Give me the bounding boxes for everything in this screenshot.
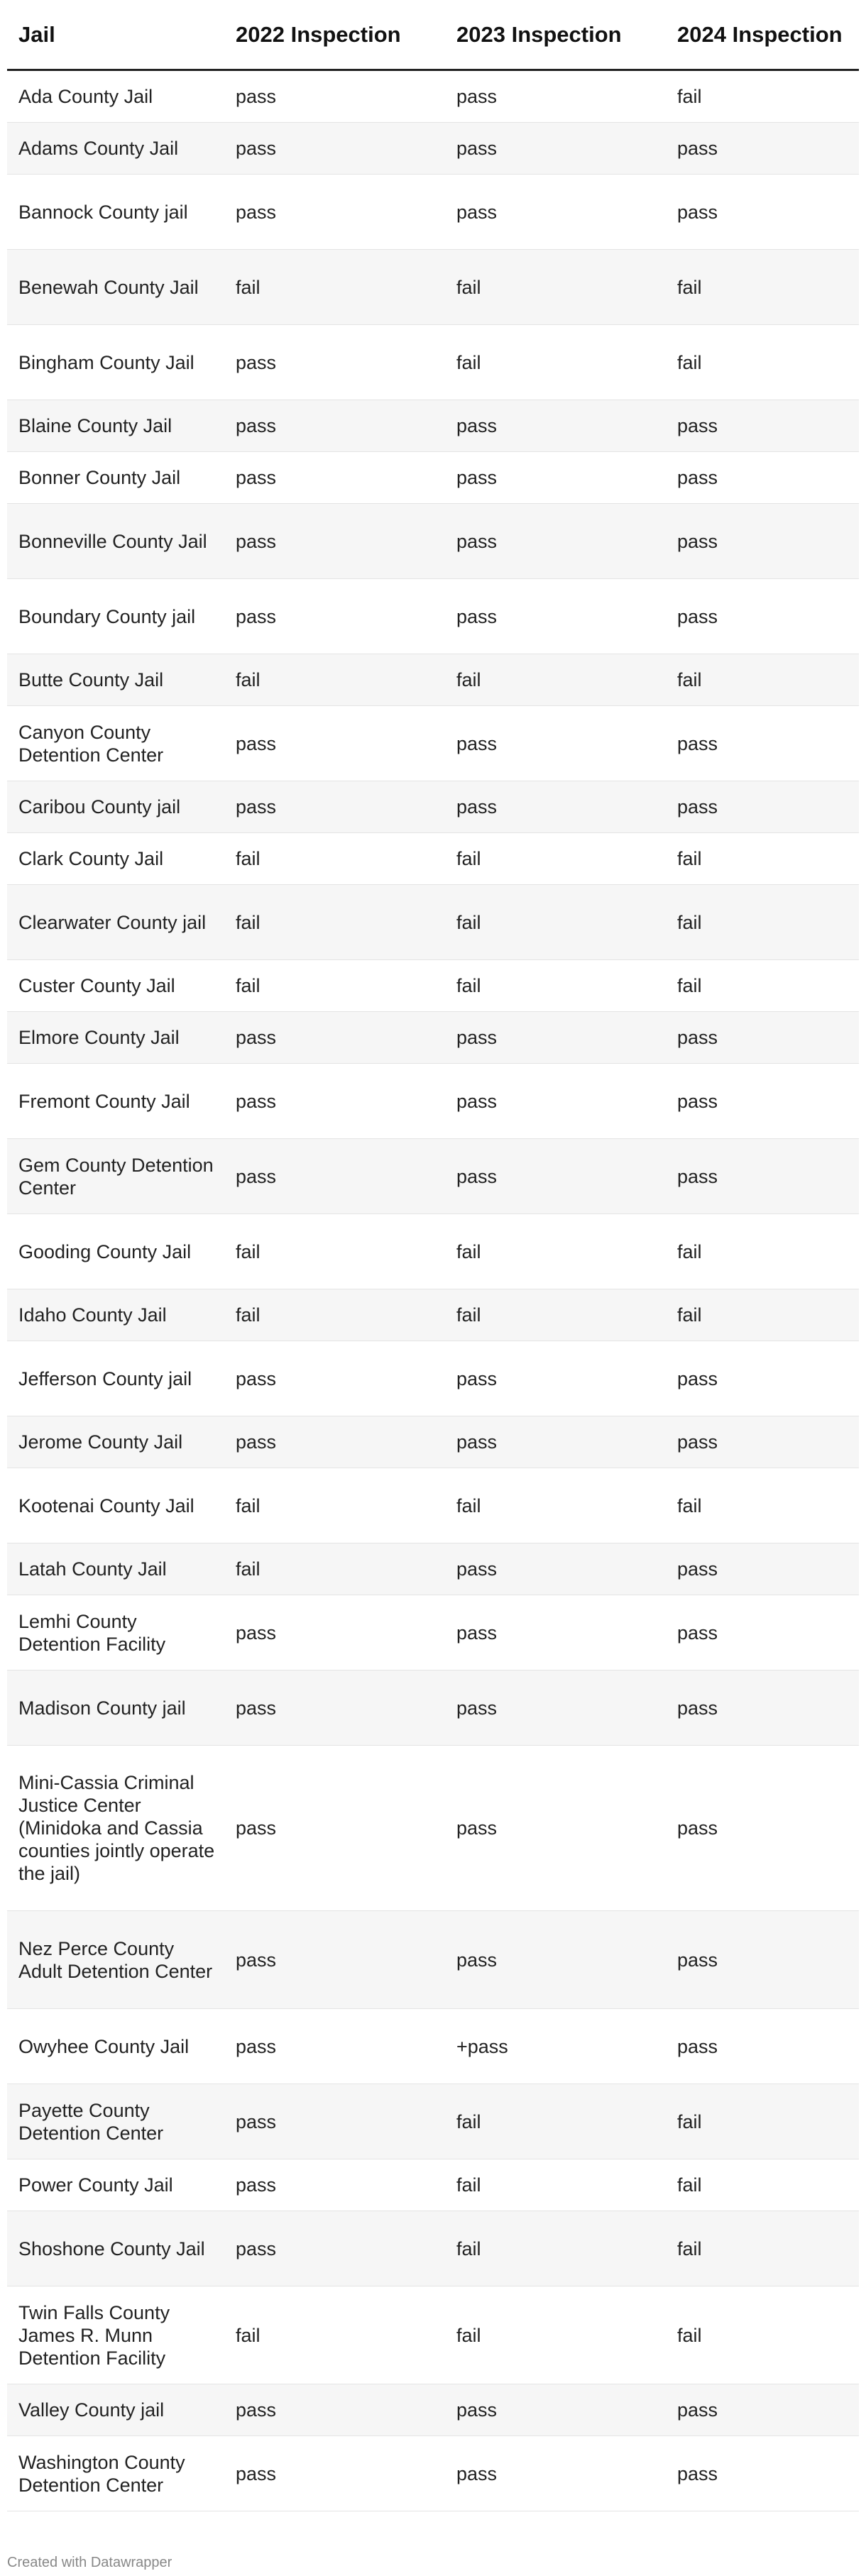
- inspection-2024-cell: pass: [666, 1012, 859, 1064]
- inspection-2023-cell: +pass: [445, 2009, 666, 2084]
- inspection-2022-cell: fail: [224, 250, 445, 325]
- inspection-2023-cell: pass: [445, 781, 666, 833]
- inspection-2022-cell: pass: [224, 1341, 445, 1416]
- table-row: [7, 1543, 859, 1595]
- inspection-2024-cell: fail: [666, 2211, 859, 2286]
- table-row: [7, 70, 859, 123]
- inspection-2023-cell: fail: [445, 250, 666, 325]
- table-row: [7, 1214, 859, 1289]
- table-row: [7, 960, 859, 1012]
- inspection-2022-cell: pass: [224, 1911, 445, 2009]
- inspection-2022-cell: fail: [224, 960, 445, 1012]
- jail-name-cell: Madison County jail: [7, 1670, 224, 1746]
- jail-name-cell: Clark County Jail: [7, 833, 224, 885]
- jail-name-cell: Idaho County Jail: [7, 1289, 224, 1341]
- jail-name-cell: Latah County Jail: [7, 1543, 224, 1595]
- table-row: [7, 1468, 859, 1543]
- jail-name-cell: Custer County Jail: [7, 960, 224, 1012]
- table-row: [7, 885, 859, 960]
- jail-name-cell: Benewah County Jail: [7, 250, 224, 325]
- inspection-2024-cell: pass: [666, 1911, 859, 2009]
- jail-name-cell: Boundary County jail: [7, 579, 224, 654]
- inspection-2024-cell: fail: [666, 960, 859, 1012]
- inspection-2022-cell: pass: [224, 400, 445, 452]
- inspection-2024-cell: fail: [666, 654, 859, 706]
- table-row: [7, 706, 859, 781]
- inspection-2022-cell: pass: [224, 781, 445, 833]
- inspection-2023-cell: fail: [445, 1468, 666, 1543]
- inspection-2024-cell: fail: [666, 70, 859, 123]
- inspection-2022-cell: fail: [224, 833, 445, 885]
- inspection-2022-cell: pass: [224, 2211, 445, 2286]
- jail-name-cell: Lemhi County Detention Facility: [7, 1595, 224, 1670]
- inspection-2023-cell: fail: [445, 2159, 666, 2211]
- inspection-2022-cell: pass: [224, 504, 445, 579]
- jail-name-cell: Twin Falls County James R. Munn Detention Facility: [7, 2286, 224, 2384]
- inspection-2022-cell: pass: [224, 1139, 445, 1214]
- jail-name-cell: Ada County Jail: [7, 70, 224, 123]
- table-row: [7, 175, 859, 250]
- inspection-2023-cell: fail: [445, 2211, 666, 2286]
- table-row: [7, 2009, 859, 2084]
- table-row: [7, 781, 859, 833]
- inspection-2024-cell: pass: [666, 2436, 859, 2511]
- inspection-2024-cell: fail: [666, 325, 859, 400]
- inspection-2024-cell: pass: [666, 400, 859, 452]
- inspection-2023-cell: fail: [445, 654, 666, 706]
- inspection-2023-cell: pass: [445, 1911, 666, 2009]
- table-row: [7, 452, 859, 504]
- jail-name-cell: Jerome County Jail: [7, 1416, 224, 1468]
- table-header: [7, 0, 859, 70]
- inspection-2023-cell: pass: [445, 706, 666, 781]
- inspection-2023-cell: pass: [445, 400, 666, 452]
- inspection-2024-cell: pass: [666, 579, 859, 654]
- inspection-2022-cell: pass: [224, 1012, 445, 1064]
- inspection-2023-cell: fail: [445, 885, 666, 960]
- jail-name-cell: Nez Perce County Adult Detention Center: [7, 1911, 224, 2009]
- jail-name-cell: Kootenai County Jail: [7, 1468, 224, 1543]
- inspection-2022-cell: pass: [224, 123, 445, 175]
- inspection-2024-cell: fail: [666, 1289, 859, 1341]
- table-container: [7, 0, 859, 2511]
- inspection-2023-cell: pass: [445, 1595, 666, 1670]
- table-row: [7, 1289, 859, 1341]
- inspection-2022-cell: fail: [224, 885, 445, 960]
- inspection-2023-cell: fail: [445, 833, 666, 885]
- column-header-2024[interactable]: 2024 Inspection: [666, 0, 859, 70]
- inspection-2024-cell: fail: [666, 250, 859, 325]
- inspection-2022-cell: fail: [224, 2286, 445, 2384]
- jail-name-cell: Adams County Jail: [7, 123, 224, 175]
- inspection-2023-cell: pass: [445, 2436, 666, 2511]
- inspection-2024-cell: pass: [666, 781, 859, 833]
- inspection-2022-cell: pass: [224, 2436, 445, 2511]
- inspection-2023-cell: fail: [445, 960, 666, 1012]
- jail-name-cell: Payette County Detention Center: [7, 2084, 224, 2159]
- column-header-2023[interactable]: 2023 Inspection: [445, 0, 666, 70]
- inspection-2024-cell: pass: [666, 1416, 859, 1468]
- datawrapper-credit[interactable]: Created with Datawrapper: [7, 2555, 172, 2570]
- inspection-2022-cell: pass: [224, 579, 445, 654]
- inspection-2023-cell: fail: [445, 1214, 666, 1289]
- inspection-2023-cell: pass: [445, 1064, 666, 1139]
- jail-name-cell: Bonner County Jail: [7, 452, 224, 504]
- inspection-2024-cell: pass: [666, 1064, 859, 1139]
- inspection-2022-cell: pass: [224, 452, 445, 504]
- jail-name-cell: Clearwater County jail: [7, 885, 224, 960]
- table-row: [7, 1670, 859, 1746]
- inspection-2023-cell: pass: [445, 1341, 666, 1416]
- inspection-2023-cell: pass: [445, 452, 666, 504]
- table-row: [7, 400, 859, 452]
- inspection-2023-cell: fail: [445, 1289, 666, 1341]
- inspection-2024-cell: pass: [666, 1139, 859, 1214]
- inspection-2023-cell: pass: [445, 175, 666, 250]
- inspection-2022-cell: fail: [224, 1214, 445, 1289]
- column-header-2022[interactable]: 2022 Inspection: [224, 0, 445, 70]
- jail-name-cell: Gooding County Jail: [7, 1214, 224, 1289]
- jail-name-cell: Butte County Jail: [7, 654, 224, 706]
- inspection-2023-cell: pass: [445, 1012, 666, 1064]
- inspection-2024-cell: fail: [666, 2084, 859, 2159]
- inspection-2022-cell: pass: [224, 2384, 445, 2436]
- inspection-2023-cell: pass: [445, 1543, 666, 1595]
- inspection-2022-cell: pass: [224, 1416, 445, 1468]
- inspection-2022-cell: pass: [224, 1064, 445, 1139]
- table-row: [7, 325, 859, 400]
- table-row: [7, 1139, 859, 1214]
- inspection-2024-cell: fail: [666, 1214, 859, 1289]
- inspection-2024-cell: pass: [666, 1670, 859, 1746]
- inspection-2023-cell: pass: [445, 2384, 666, 2436]
- jail-name-cell: Canyon County Detention Center: [7, 706, 224, 781]
- inspection-2024-cell: pass: [666, 2384, 859, 2436]
- inspection-2022-cell: pass: [224, 175, 445, 250]
- jail-name-cell: Washington County Detention Center: [7, 2436, 224, 2511]
- table-row: [7, 1064, 859, 1139]
- table-row: [7, 123, 859, 175]
- inspection-2022-cell: pass: [224, 2159, 445, 2211]
- table-row: [7, 1416, 859, 1468]
- inspection-2024-cell: pass: [666, 175, 859, 250]
- inspection-2022-cell: pass: [224, 1670, 445, 1746]
- table-row: [7, 250, 859, 325]
- header-row: [7, 0, 859, 70]
- inspection-2023-cell: fail: [445, 2084, 666, 2159]
- inspection-2023-cell: pass: [445, 1670, 666, 1746]
- inspection-2023-cell: fail: [445, 2286, 666, 2384]
- table-row: [7, 504, 859, 579]
- jail-name-cell: Jefferson County jail: [7, 1341, 224, 1416]
- table-row: [7, 2436, 859, 2511]
- inspection-2022-cell: pass: [224, 2009, 445, 2084]
- table-row: [7, 2286, 859, 2384]
- table-row: [7, 2211, 859, 2286]
- jail-name-cell: Mini-Cassia Criminal Justice Center (Minidoka and Cassia counties jointly operate the jail): [7, 1746, 224, 1911]
- inspection-2024-cell: fail: [666, 833, 859, 885]
- inspection-table: [7, 0, 859, 2511]
- inspection-2022-cell: pass: [224, 2084, 445, 2159]
- column-header-jail[interactable]: Jail: [7, 0, 224, 70]
- table-row: [7, 1911, 859, 2009]
- jail-name-cell: Valley County jail: [7, 2384, 224, 2436]
- jail-name-cell: Power County Jail: [7, 2159, 224, 2211]
- inspection-2023-cell: pass: [445, 1416, 666, 1468]
- inspection-2023-cell: fail: [445, 325, 666, 400]
- inspection-2022-cell: pass: [224, 70, 445, 123]
- table-row: [7, 1595, 859, 1670]
- table-row: [7, 2159, 859, 2211]
- inspection-2024-cell: pass: [666, 2009, 859, 2084]
- inspection-2023-cell: pass: [445, 579, 666, 654]
- table-row: [7, 1341, 859, 1416]
- inspection-2022-cell: pass: [224, 1746, 445, 1911]
- jail-name-cell: Gem County Detention Center: [7, 1139, 224, 1214]
- inspection-2022-cell: fail: [224, 1468, 445, 1543]
- inspection-2023-cell: pass: [445, 123, 666, 175]
- inspection-2023-cell: pass: [445, 70, 666, 123]
- table-row: [7, 1012, 859, 1064]
- jail-name-cell: Caribou County jail: [7, 781, 224, 833]
- jail-name-cell: Elmore County Jail: [7, 1012, 224, 1064]
- inspection-2024-cell: pass: [666, 1543, 859, 1595]
- table-row: [7, 2384, 859, 2436]
- table-row: [7, 654, 859, 706]
- inspection-2022-cell: fail: [224, 1289, 445, 1341]
- inspection-2023-cell: pass: [445, 1139, 666, 1214]
- jail-name-cell: Shoshone County Jail: [7, 2211, 224, 2286]
- jail-name-cell: Bannock County jail: [7, 175, 224, 250]
- inspection-2024-cell: pass: [666, 1746, 859, 1911]
- jail-name-cell: Bonneville County Jail: [7, 504, 224, 579]
- table-row: [7, 579, 859, 654]
- jail-name-cell: Bingham County Jail: [7, 325, 224, 400]
- inspection-2024-cell: pass: [666, 706, 859, 781]
- jail-name-cell: Fremont County Jail: [7, 1064, 224, 1139]
- inspection-2022-cell: fail: [224, 654, 445, 706]
- jail-name-cell: Owyhee County Jail: [7, 2009, 224, 2084]
- table-row: [7, 2084, 859, 2159]
- inspection-2023-cell: pass: [445, 1746, 666, 1911]
- inspection-2024-cell: pass: [666, 452, 859, 504]
- inspection-2024-cell: pass: [666, 1595, 859, 1670]
- inspection-2024-cell: fail: [666, 2286, 859, 2384]
- inspection-2024-cell: pass: [666, 504, 859, 579]
- inspection-2022-cell: pass: [224, 1595, 445, 1670]
- table-row: [7, 833, 859, 885]
- table-row: [7, 1746, 859, 1911]
- inspection-2024-cell: fail: [666, 885, 859, 960]
- inspection-2022-cell: pass: [224, 706, 445, 781]
- inspection-2024-cell: pass: [666, 1341, 859, 1416]
- jail-name-cell: Blaine County Jail: [7, 400, 224, 452]
- table-body: [7, 70, 859, 2511]
- inspection-2022-cell: pass: [224, 325, 445, 400]
- inspection-2024-cell: pass: [666, 123, 859, 175]
- inspection-2023-cell: pass: [445, 504, 666, 579]
- inspection-2024-cell: fail: [666, 1468, 859, 1543]
- inspection-2024-cell: fail: [666, 2159, 859, 2211]
- inspection-2022-cell: fail: [224, 1543, 445, 1595]
